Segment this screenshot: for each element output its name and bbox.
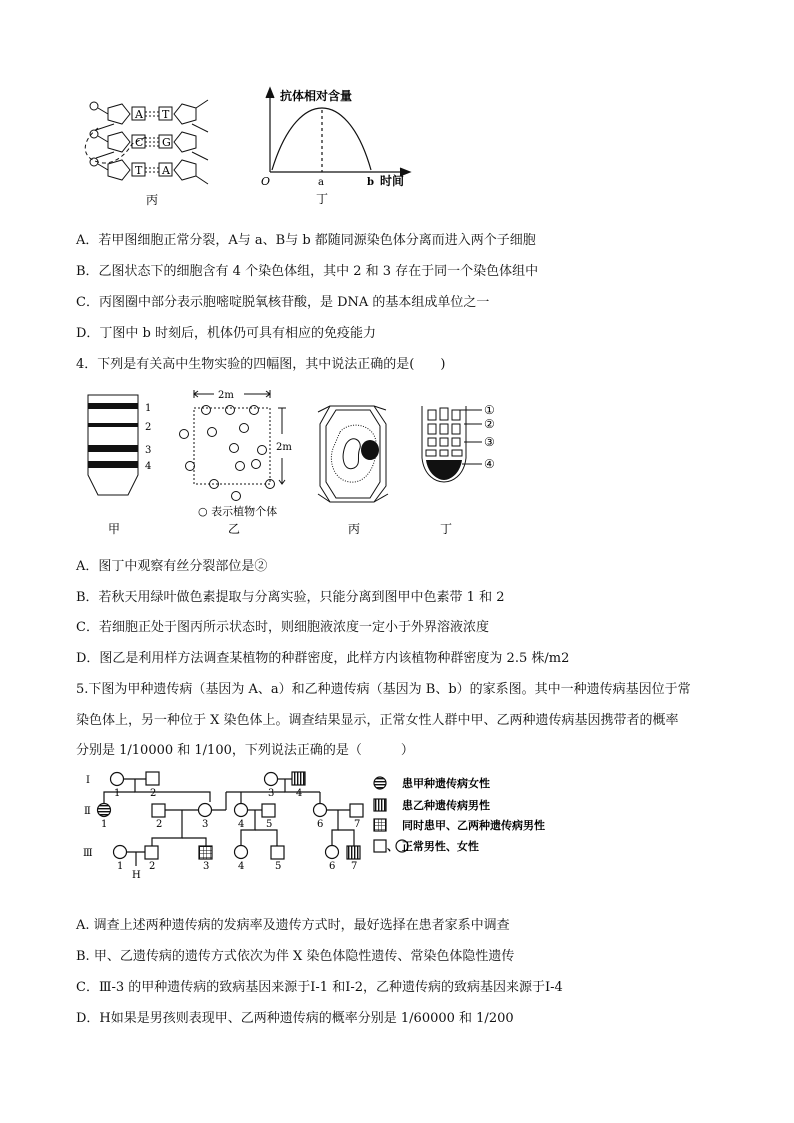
g3-num-6: 6 — [329, 861, 336, 872]
g2-num-3: 3 — [202, 819, 209, 830]
root-mark-3: ③ — [484, 435, 495, 449]
figure-label-ding-2: 丁 — [440, 522, 453, 536]
chromatography-figure-jia — [84, 393, 174, 543]
dna-base-left-2: C — [135, 136, 144, 149]
q3-option-b: B．乙图状态下的细胞含有 4 个染色体组，其中 2 和 3 存在于同一个染色体组中 — [76, 264, 539, 279]
q4-option-d: D．图乙是利用样方法调查某植物的种群密度，此样方内该植物种群密度为 2.5 株/m2 — [76, 651, 570, 666]
tick-a: a — [318, 177, 324, 188]
q5-option-a: A. 调查上述两种遗传病的发病率及遗传方式时，最好选择在患者家系中调查 — [76, 918, 510, 933]
origin-label: O — [261, 175, 271, 188]
q3-option-d: D．丁图中 b 时刻后，机体仍可具有相应的免疫能力 — [76, 326, 377, 341]
pedigree-chart — [84, 766, 614, 890]
antibody-curve-figure-ding — [256, 84, 436, 214]
q5-option-b: B. 甲、乙遗传病的遗传方式依次为伴 X 染色体隐性遗传、常染色体隐性遗传 — [76, 949, 515, 964]
quadrat-width-label: 2m — [218, 390, 234, 401]
dna-base-right-3: A — [162, 164, 170, 177]
g2-num-4: 4 — [238, 819, 245, 830]
g2-num-5: 5 — [266, 819, 273, 830]
q4-option-a: A．图丁中观察有丝分裂部位是② — [76, 559, 268, 574]
band-label-1: 1 — [145, 403, 152, 414]
q3-option-a: A．若甲图细胞正常分裂，A与 a、B与 b 都随同源染色体分离而进入两个子细胞 — [76, 233, 536, 248]
gen-label-3: Ⅲ — [83, 848, 93, 859]
legend-yi-male: 患乙种遗传病男性 — [402, 799, 490, 812]
g3-num-1: 1 — [117, 861, 124, 872]
g3-num-7: 7 — [351, 861, 358, 872]
figure-label-jia: 甲 — [108, 522, 121, 536]
g1-num-2: 2 — [150, 788, 157, 799]
q4-option-c: C．若细胞正处于图丙所示状态时，则细胞液浓度一定小于外界溶液浓度 — [76, 620, 489, 635]
q4-option-b: B．若秋天用绿叶做色素提取与分离实验，只能分离到图甲中色素带 1 和 2 — [76, 590, 505, 605]
q3-option-c: C．丙图圈中部分表示胞嘧啶脱氧核苷酸，是 DNA 的基本组成单位之一 — [76, 295, 490, 310]
g3-num-3: 3 — [203, 861, 210, 872]
g2-num-1: 1 — [101, 819, 108, 830]
figure-label-yi: 乙 — [228, 522, 241, 536]
gen-label-2: Ⅱ — [84, 806, 91, 817]
figure-label-bing-2: 丙 — [348, 522, 361, 536]
g3-num-4: 4 — [238, 861, 245, 872]
q5-option-c: C．Ⅲ-3 的甲种遗传病的致病基因来源于Ⅰ-1 和Ⅰ-2，乙种遗传病的致病基因来源于Ⅰ-4 — [76, 980, 563, 995]
g1-num-3: 3 — [268, 788, 275, 799]
g2-num-7: 7 — [354, 819, 361, 830]
root-mark-1: ① — [484, 403, 495, 417]
g3-num-2: 2 — [149, 861, 156, 872]
q4-stem: 4．下列是有关高中生物实验的四幅图，其中说法正确的是( ) — [76, 357, 446, 372]
band-label-4: 4 — [145, 461, 152, 472]
y-axis-label: 抗体相对含量 — [280, 89, 353, 103]
g1-num-4: 4 — [296, 788, 303, 799]
tick-b: b — [367, 177, 374, 188]
q5-stem-line-3: 分别是 1/10000 和 1/100，下列说法正确的是（ ） — [76, 743, 414, 758]
g2-num-2: 2 — [156, 819, 163, 830]
legend-both-male: 同时患甲、乙两种遗传病男性 — [402, 819, 545, 832]
quadrat-height-label: 2m — [276, 442, 292, 453]
dna-base-left-3: T — [135, 164, 143, 177]
h-label: H — [132, 870, 141, 881]
root-mark-2: ② — [484, 417, 495, 431]
dna-base-left-1: A — [135, 108, 143, 121]
g3-num-5: 5 — [275, 861, 282, 872]
figure-label-bing: 丙 — [146, 193, 159, 207]
quadrat-figure-yi — [174, 386, 304, 546]
dna-figure-bing — [84, 92, 224, 212]
dna-base-right-1: T — [162, 108, 170, 121]
g2-num-6: 6 — [317, 819, 324, 830]
band-label-3: 3 — [145, 445, 152, 456]
x-axis-label: 时间 — [380, 174, 405, 188]
legend-normal: 、 正常男性、女性 — [387, 840, 479, 853]
band-label-2: 2 — [145, 422, 152, 433]
gen-label-1: Ⅰ — [86, 775, 90, 786]
cell-figure-bing — [316, 402, 396, 542]
g1-num-1: 1 — [114, 788, 121, 799]
root-tip-figure-ding — [414, 402, 524, 542]
q5-stem-line-2: 染色体上，另一种位于 X 染色体上。调查结果显示，正常女性人群中甲、乙两种遗传病基因携带者的概率 — [76, 713, 679, 728]
legend-jia-female: 患甲种遗传病女性 — [402, 777, 490, 790]
q5-stem-line-1: 5.下图为甲种遗传病（基因为 A、a）和乙种遗传病（基因为 B、b）的家系图。其中一种遗传病基因位于常 — [76, 682, 691, 697]
quadrat-legend: ○ 表示植物个体 — [198, 505, 278, 518]
q5-option-d: D．H如果是男孩则表现甲、乙两种遗传病的概率分别是 1/60000 和 1/200 — [76, 1011, 514, 1026]
root-mark-4: ④ — [484, 457, 495, 471]
figure-label-ding: 丁 — [316, 192, 329, 206]
dna-base-right-2: G — [162, 136, 171, 149]
